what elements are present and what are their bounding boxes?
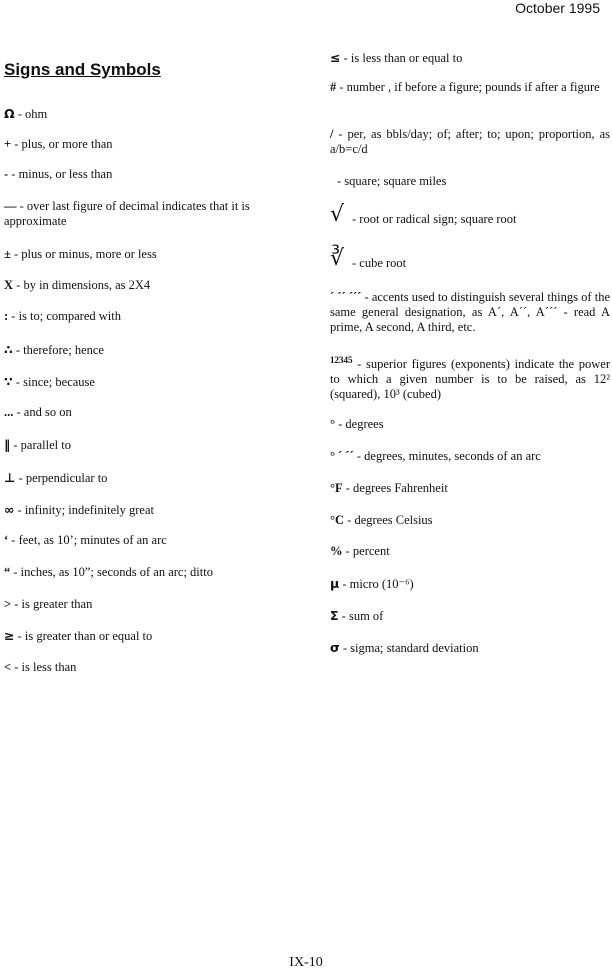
description: - and so on xyxy=(13,405,72,419)
description: - percent xyxy=(342,544,390,558)
description: - infinity; indefinitely great xyxy=(14,503,154,517)
page-title: Signs and Symbols xyxy=(4,60,161,79)
header-date: October 1995 xyxy=(515,0,600,16)
entry-ellipsis xyxy=(4,405,304,420)
entry-celsius xyxy=(330,513,610,528)
symbol: < xyxy=(4,660,12,674)
symbol: / xyxy=(330,127,334,141)
cube-root-icon: ∛ xyxy=(330,246,345,271)
symbol: ⊥ xyxy=(4,470,16,485)
page-number: IX-10 xyxy=(289,955,323,970)
entry-less-equal xyxy=(330,50,610,66)
symbol: ‖ xyxy=(4,437,11,452)
entry-overbar xyxy=(4,199,304,229)
symbol: Ω xyxy=(4,106,15,121)
description: - degrees xyxy=(335,417,384,431)
entry-greater-than xyxy=(4,597,304,612)
entry-therefore xyxy=(4,342,304,358)
description: - root or radical sign; square root xyxy=(352,212,517,226)
square-root-icon: √ xyxy=(330,202,345,227)
entry-cube-root xyxy=(352,256,610,271)
symbol: X xyxy=(4,278,14,292)
entry-infinity xyxy=(4,502,304,518)
symbol: # xyxy=(330,80,337,94)
symbol: ≥ xyxy=(4,628,15,643)
description: - since; because xyxy=(12,375,95,389)
symbol: > xyxy=(4,597,12,611)
description: - sum of xyxy=(338,609,384,623)
entry-less-than xyxy=(4,660,304,675)
entry-feet xyxy=(4,533,304,548)
symbol: % xyxy=(330,544,343,558)
symbol: ° ´ ´´ xyxy=(330,449,354,463)
entry-square xyxy=(337,174,612,189)
symbol: “ xyxy=(4,565,11,579)
description: - parallel to xyxy=(10,438,71,452)
symbol: — xyxy=(4,199,17,213)
entry-plus-minus xyxy=(4,247,304,262)
entry-square-root xyxy=(352,212,610,227)
symbol: ∴ xyxy=(4,342,13,357)
entry-sigma xyxy=(330,640,610,656)
entry-by xyxy=(4,278,304,293)
description: - plus or minus, more or less xyxy=(10,247,157,261)
description: - per, as bbls/day; of; after; to; upon; proportion, as a/b=c/d xyxy=(330,127,610,156)
symbol: σ xyxy=(330,640,340,655)
symbol: ... xyxy=(4,405,14,419)
symbol: - xyxy=(4,167,9,181)
symbol: ± xyxy=(4,247,11,261)
entry-since xyxy=(4,374,304,390)
symbol: ∞ xyxy=(4,502,15,517)
description: - minus, or less than xyxy=(8,167,113,181)
symbol: °C xyxy=(330,513,345,527)
entry-ohm xyxy=(4,106,304,122)
description: - micro (10⁻⁶) xyxy=(339,577,414,591)
description: - is greater than xyxy=(11,597,93,611)
description: - inches, as 10”; seconds of an arc; ditto xyxy=(10,565,213,579)
symbol: °F xyxy=(330,481,343,495)
description: - is greater than or equal to xyxy=(14,629,153,643)
symbol: ≤ xyxy=(330,50,341,65)
description: - ohm xyxy=(14,107,48,121)
symbol: ∵ xyxy=(4,374,13,389)
description: - over last figure of decimal indicates that it is approximate xyxy=(4,199,250,228)
entry-percent xyxy=(330,544,610,559)
description: - degrees, minutes, seconds of an arc xyxy=(353,449,541,463)
entry-fahrenheit xyxy=(330,481,610,496)
symbol: μ xyxy=(330,576,340,591)
entry-sum xyxy=(330,608,610,624)
symbol: Σ xyxy=(330,608,339,623)
description: - perpendicular to xyxy=(15,471,108,485)
entry-micro xyxy=(330,576,610,592)
entry-number xyxy=(330,80,610,95)
description: - square; square miles xyxy=(337,174,447,188)
description: - is to; compared with xyxy=(8,309,121,323)
entry-accents xyxy=(330,290,610,335)
entry-ratio xyxy=(4,309,304,324)
entry-perpendicular xyxy=(4,470,304,486)
entry-per xyxy=(330,127,610,157)
entry-plus xyxy=(4,137,304,152)
description: - number , if before a figure; pounds if after a figure xyxy=(336,80,600,94)
description: - by in dimensions, as 2X4 xyxy=(13,278,151,292)
description: - therefore; hence xyxy=(12,343,104,357)
entry-arc-units xyxy=(330,449,610,464)
symbol: ° xyxy=(330,417,335,431)
description: - accents used to distinguish several things of the same general designation, as A´, A´´, A´´´ - read A prime, A second, A third, etc. xyxy=(330,290,610,334)
description: - is less than xyxy=(11,660,77,674)
description: - sigma; standard deviation xyxy=(339,641,479,655)
description: - cube root xyxy=(352,256,407,270)
description: - plus, or more than xyxy=(11,137,113,151)
entry-greater-equal xyxy=(4,628,304,644)
description: - superior figures (exponents) indicate the power to which a given number is to be raised, as 12² (squared), 10³ (cubed) xyxy=(330,357,610,402)
description: - is less than or equal to xyxy=(340,51,463,65)
symbol: : xyxy=(4,309,9,323)
entry-degrees xyxy=(330,417,610,432)
symbol: ´ ´´ ´´´ xyxy=(330,290,362,304)
entry-superior-figures xyxy=(330,353,610,402)
entry-inches xyxy=(4,565,304,580)
description: - degrees Fahrenheit xyxy=(342,481,448,495)
symbol: + xyxy=(4,137,12,151)
symbol: 12345 xyxy=(330,355,353,365)
entry-minus xyxy=(4,167,304,182)
description: - degrees Celsius xyxy=(344,513,433,527)
entry-parallel xyxy=(4,437,304,453)
description: - feet, as 10’; minutes of an arc xyxy=(8,533,167,547)
symbol: ‘ xyxy=(4,533,9,547)
